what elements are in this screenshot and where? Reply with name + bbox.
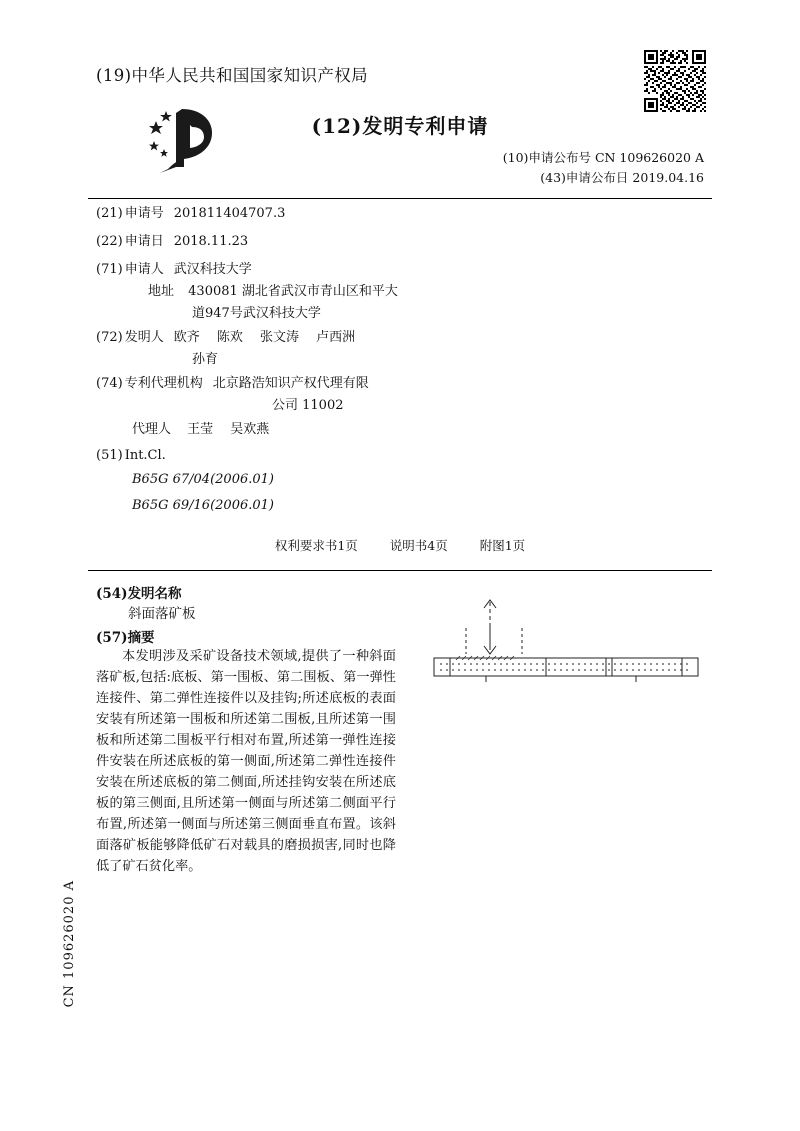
applicant-row — [96, 258, 252, 277]
pub-no-code: (10) — [502, 150, 529, 165]
app-date-code: (22) — [96, 234, 123, 249]
abstract-code: (57) — [96, 630, 128, 646]
agency-name-2: 公司 11002 — [272, 398, 344, 413]
document-type-title — [88, 110, 712, 139]
ipc-code: (51) — [96, 448, 123, 463]
address-text-1: 430081 湖北省武汉市青山区和平大 — [188, 284, 398, 299]
inventor-label: 发明人 — [124, 330, 164, 345]
pub-no-value: CN 109626020 A — [594, 150, 704, 165]
ipc-label: Int.Cl. — [124, 448, 166, 463]
agent-row — [132, 418, 269, 437]
invention-title: 斜面落矿板 — [128, 606, 196, 622]
address-label: 地址 — [148, 284, 175, 299]
applicant-code: (71) — [96, 262, 123, 277]
app-no-value: 201811404707.3 — [173, 206, 286, 221]
inventor-code: (72) — [96, 330, 123, 345]
applicant-address-line-2: 道947号武汉科技大学 — [192, 306, 321, 321]
side-publication-code: CN 109626020 A — [62, 880, 77, 1008]
office-name: 中华人民共和国国家知识产权局 — [131, 66, 369, 85]
application-number-row — [96, 202, 285, 221]
pub-no-label: 申请公布号 — [528, 150, 591, 165]
description-pages: 说明书4页 — [389, 538, 448, 553]
application-date-row — [96, 230, 248, 249]
ipc-entry: B65G 69/16(2006.01) — [132, 498, 274, 513]
agency-row — [96, 372, 369, 391]
abstract-figure — [426, 598, 706, 708]
invention-name-heading — [96, 582, 182, 602]
publication-number — [503, 148, 704, 166]
app-date-value: 2018.11.23 — [173, 234, 249, 249]
app-no-label: 申请号 — [124, 206, 164, 221]
document-header — [88, 48, 712, 199]
issuing-office — [96, 62, 368, 86]
inventor-row — [96, 326, 355, 345]
pub-date-label: 申请公布日 — [565, 170, 629, 185]
ipc-entry: B65G 67/04(2006.01) — [132, 472, 274, 487]
app-no-code: (21) — [96, 206, 123, 221]
drawings-pages: 附图1页 — [479, 538, 526, 553]
applicant-label: 申请人 — [124, 262, 164, 277]
claims-pages: 权利要求书1页 — [274, 538, 358, 553]
agency-label: 专利代理机构 — [124, 376, 203, 391]
abstract-label: 摘要 — [127, 630, 155, 646]
name-label: 发明名称 — [127, 586, 182, 602]
doc-type-text: 发明专利申请 — [362, 114, 489, 138]
name-code: (54) — [96, 586, 128, 602]
qr-code-icon — [644, 50, 706, 112]
page-counts — [88, 536, 712, 554]
pub-date-code: (43) — [540, 170, 566, 185]
agency-code: (74) — [96, 376, 123, 391]
abstract-text: 本发明涉及采矿设备技术领域,提供了一种斜面落矿板,包括:底板、第一围板、第二围板、第一弹性连接件、第二弹性连接件以及挂钩;所述底板的表面安装有所述第一围板和所述第二围板,且所述第一围板和所述第二围板平行相对布置,所述第一弹性连接件安装在所述底板的第一侧面,所述第二弹性连接件安装在所述底板的第二侧面,所述挂钩安装在所述底板的第三侧面,且所述第一侧面与所述第二侧面平行布置,所述第一侧面与所述第三侧面垂直布置。该斜面落矿板能够降低矿石对载具的磨损损害,同时也降低了矿石贫化率。 — [96, 649, 396, 874]
applicant-address-line-1 — [148, 280, 398, 299]
applicant-value: 武汉科技大学 — [173, 262, 252, 277]
inventor-names-2: 孙育 — [192, 352, 219, 367]
doc-type-code: (12) — [311, 114, 363, 138]
office-code: (19) — [96, 66, 132, 85]
agency-name-1: 北京路浩知识产权代理有限 — [212, 376, 369, 391]
agent-value: 王莹 吴欢燕 — [187, 422, 270, 437]
pub-date-value: 2019.04.16 — [632, 170, 704, 185]
ipc-row — [96, 448, 166, 463]
abstract-section — [88, 570, 712, 1040]
bibliographic-data — [88, 198, 712, 570]
abstract-heading — [96, 626, 155, 646]
agent-label: 代理人 — [132, 422, 172, 437]
inventor-names-1: 欧齐 陈欢 张文涛 卢西洲 — [173, 330, 356, 345]
app-date-label: 申请日 — [124, 234, 164, 249]
publication-date — [540, 168, 704, 186]
